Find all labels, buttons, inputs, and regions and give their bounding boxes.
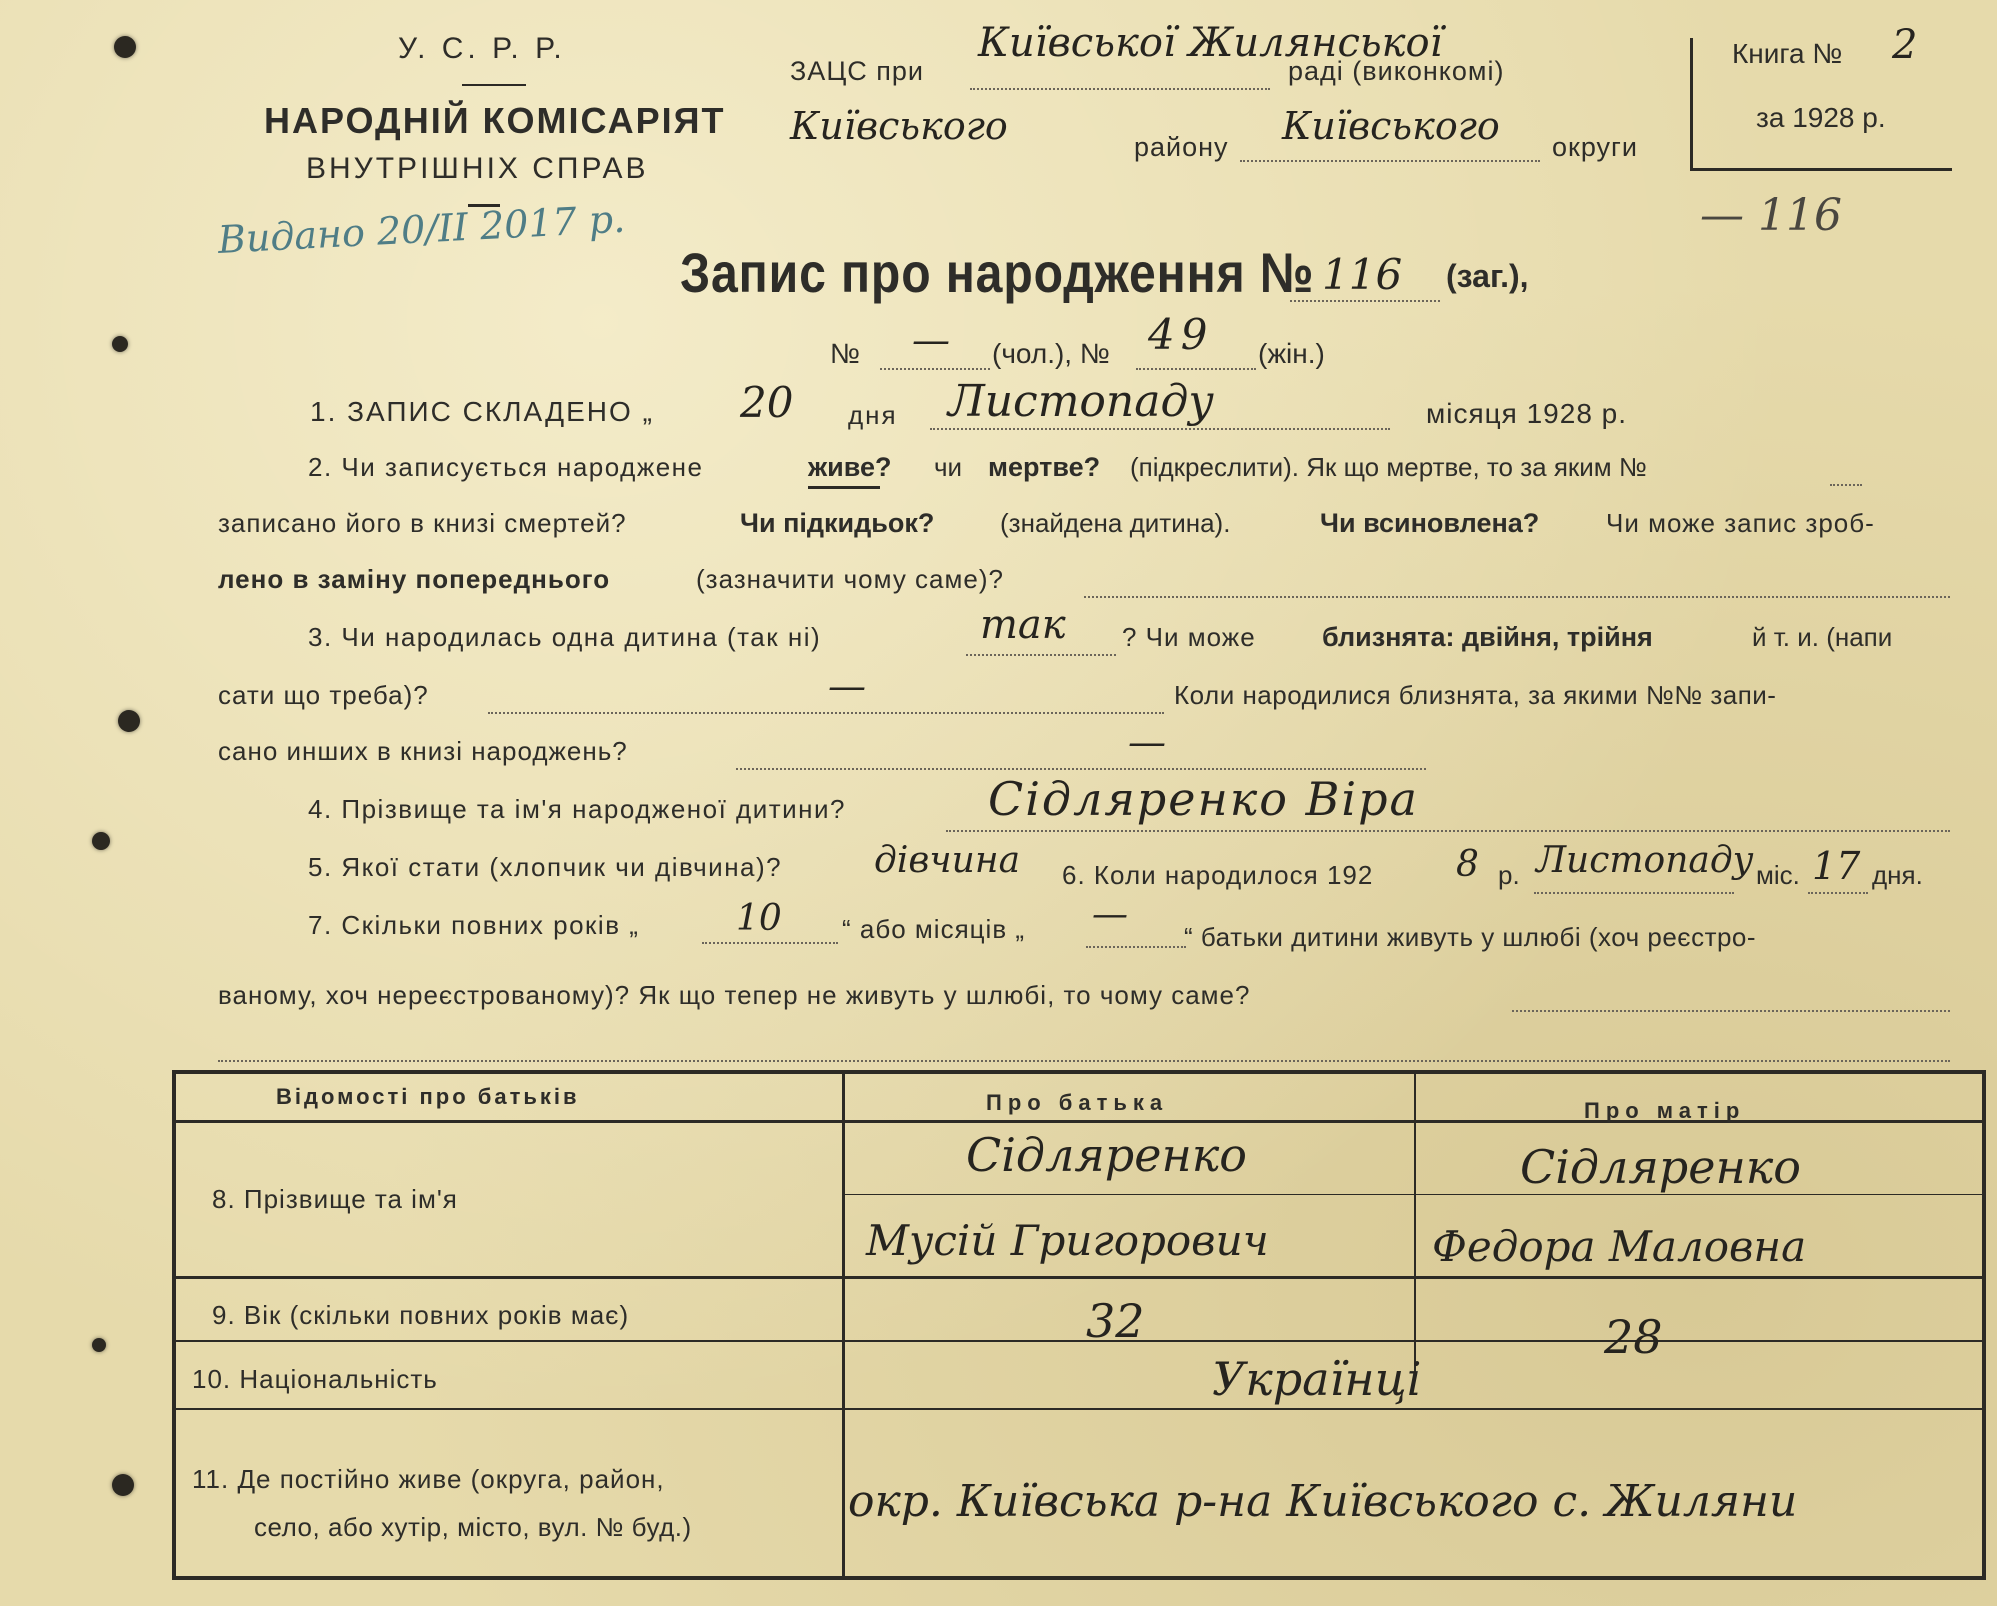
q2-line2-b: (знайдена дитина). bbox=[1000, 508, 1231, 538]
q5-answer: дівчина bbox=[874, 840, 1021, 881]
q2-dead: мертве? bbox=[988, 452, 1101, 482]
q2-line3-dots bbox=[1084, 596, 1950, 598]
q2-line1-dots bbox=[1830, 484, 1862, 486]
title-suffix: (заг.), bbox=[1446, 258, 1529, 294]
table-header-father: Про батька bbox=[986, 1090, 1169, 1115]
ussr-label: У. С. Р. Р. bbox=[398, 32, 566, 65]
q7-line2: ваному, хоч нереєстрованому)? Як що тепер не живуть у шлюбі, то чому саме? bbox=[218, 980, 1251, 1010]
table-right bbox=[1982, 1070, 1986, 1580]
q4-label: 4. Прізвище та ім'я народженої дитини? bbox=[308, 794, 847, 824]
row11-label: 11. Де постійно живе (округа, район, bbox=[192, 1464, 665, 1494]
okruha-handwritten: Київського bbox=[1282, 104, 1500, 148]
q3-line1-b: ? Чи може bbox=[1122, 622, 1256, 652]
record-number: 116 bbox=[1322, 250, 1403, 299]
okruha-line bbox=[1240, 160, 1540, 162]
raion-handwritten: Київського bbox=[790, 104, 1008, 148]
q4-line bbox=[946, 830, 1950, 832]
table-left bbox=[172, 1070, 176, 1580]
punch-hole bbox=[112, 336, 128, 352]
q5-label: 5. Якої стати (хлопчик чи дівчина)? bbox=[308, 852, 783, 882]
female-number: 49 bbox=[1148, 310, 1214, 359]
q3-dash1: — bbox=[828, 664, 866, 708]
q6-day: 17 bbox=[1812, 844, 1861, 888]
q2-line3-a: лено в заміну попереднього bbox=[218, 564, 611, 594]
punch-hole bbox=[114, 36, 136, 58]
row10-nationality: Українці bbox=[1212, 1352, 1422, 1406]
female-label: (жін.) bbox=[1258, 338, 1325, 369]
table-top bbox=[172, 1070, 1986, 1074]
female-no-line bbox=[1136, 368, 1256, 370]
row8-father-surname: Сідляренко bbox=[966, 1128, 1247, 1182]
table-row-divider bbox=[172, 1276, 1986, 1279]
q2-foundling: Чи підкидьок? bbox=[740, 508, 935, 538]
table-col-divider bbox=[842, 1070, 845, 1578]
table-header-info: Відомості про батьків bbox=[276, 1084, 580, 1109]
q6-label: 6. Коли народилося 192 bbox=[1062, 860, 1374, 890]
table-header-mother: Про матір bbox=[1584, 1098, 1746, 1123]
q7-line3-dots bbox=[218, 1060, 1950, 1062]
q7-line2-dots bbox=[1512, 1010, 1950, 1012]
q3-line2-a: сати що треба)? bbox=[218, 680, 429, 710]
q2-or: чи bbox=[934, 452, 963, 482]
table-row-divider bbox=[172, 1340, 1986, 1342]
row8-label: 8. Прізвище та ім'я bbox=[212, 1184, 458, 1214]
q7-years: 10 bbox=[736, 898, 782, 939]
q1-day: 20 bbox=[740, 378, 794, 427]
q6-r: р. bbox=[1498, 860, 1520, 890]
row11-address: окр. Київська р-на Київського с. Жиляни bbox=[848, 1476, 1798, 1527]
q1-day-label: дня bbox=[848, 400, 898, 430]
q2-line2-c: Чи може запис зроб- bbox=[1606, 508, 1875, 538]
q7-or: “ або місяців „ bbox=[842, 914, 1026, 944]
commissariat-title: НАРОДНІЙ КОМІСАРІЯТ bbox=[264, 100, 726, 141]
book-label: Книга № bbox=[1732, 38, 1843, 69]
raion-label: району bbox=[1134, 132, 1229, 162]
punch-hole bbox=[92, 832, 110, 850]
no-label: № bbox=[830, 338, 861, 369]
row8-father-name: Мусій Григорович bbox=[866, 1216, 1269, 1265]
q1-month: Листопаду bbox=[948, 376, 1214, 427]
punch-hole bbox=[112, 1474, 134, 1496]
table-row-divider bbox=[842, 1194, 1986, 1195]
q2-adopted: Чи всиновлена? bbox=[1320, 508, 1540, 538]
punch-hole bbox=[118, 710, 140, 732]
row9-label: 9. Вік (скільки повних років має) bbox=[212, 1300, 630, 1330]
margin-number: — 116 bbox=[1700, 190, 1842, 241]
q6-day-line bbox=[1808, 892, 1868, 894]
q3-line3-a: сано инших в книзі народжень? bbox=[218, 736, 628, 766]
q2-line2-a: записано його в книзі смертей? bbox=[218, 508, 627, 538]
q2-line3-b: (зазначити чому саме)? bbox=[696, 564, 1004, 594]
record-title: Запис про народження № bbox=[680, 241, 1315, 304]
internal-affairs-label: ВНУТРІШНІХ СПРАВ bbox=[306, 152, 649, 185]
q3-line1-c: й т. и. (напи bbox=[1752, 622, 1893, 652]
q6-mis: міс. bbox=[1756, 860, 1800, 890]
book-year: за 1928 р. bbox=[1756, 102, 1886, 133]
issued-note: Видано 20/ІІ 2017 р. bbox=[216, 196, 627, 262]
q4-answer: Сідляренко Віра bbox=[988, 772, 1419, 826]
book-number: 2 bbox=[1892, 22, 1918, 68]
q3-line1-a: 3. Чи народилась одна дитина (так ні) bbox=[308, 622, 822, 652]
q6-month-line bbox=[1534, 892, 1734, 894]
table-col-divider bbox=[1414, 1070, 1416, 1378]
q3-dash2: — bbox=[1128, 720, 1166, 764]
row8-mother-surname: Сідляренко bbox=[1520, 1140, 1801, 1194]
q7-months-line bbox=[1086, 946, 1186, 948]
q3-line2-dots bbox=[488, 712, 1164, 714]
zags-handwritten: Київської Жилянської bbox=[978, 20, 1443, 66]
q7-months: — bbox=[1092, 894, 1128, 935]
q7-text-a: “ батьки дитини живуть у шлюбі (хоч реєстро- bbox=[1184, 922, 1757, 952]
q2-line1-a: 2. Чи записується народжене bbox=[308, 452, 704, 482]
okruha-label: округи bbox=[1552, 132, 1638, 162]
zags-prefix: ЗАЦС при bbox=[790, 56, 925, 86]
q7-years-line bbox=[702, 942, 838, 944]
q1-label: 1. ЗАПИС СКЛАДЕНО „ bbox=[310, 396, 654, 427]
book-box-bottom bbox=[1690, 168, 1952, 171]
male-no-line bbox=[880, 368, 990, 370]
alive-underline bbox=[808, 486, 880, 489]
q6-year-digit: 8 bbox=[1456, 844, 1479, 885]
book-box-left bbox=[1690, 38, 1693, 170]
q6-month: Листопаду bbox=[1536, 840, 1754, 881]
q3-answer-line bbox=[966, 654, 1116, 656]
row9-mother-age: 28 bbox=[1604, 1310, 1663, 1364]
q3-twins: близнята: двійня, трійня bbox=[1322, 622, 1653, 652]
table-bottom bbox=[172, 1576, 1986, 1580]
q7-label: 7. Скільки повних років „ bbox=[308, 910, 640, 940]
punch-hole bbox=[92, 1338, 106, 1352]
q1-month-line bbox=[930, 428, 1390, 430]
zags-line bbox=[970, 88, 1270, 90]
q3-line2-b: Коли народилися близнята, за якими №№ запи- bbox=[1174, 680, 1777, 710]
row11-label-2: село, або хутір, місто, вул. № буд.) bbox=[254, 1512, 692, 1542]
title-number-line bbox=[1290, 300, 1440, 302]
male-number: — bbox=[912, 318, 950, 362]
male-label: (чол.), № bbox=[992, 338, 1110, 369]
divider bbox=[462, 84, 526, 86]
q3-line3-dots bbox=[736, 768, 1426, 770]
row9-father-age: 32 bbox=[1086, 1294, 1145, 1348]
q2-line1-b: (підкреслити). Як що мертве, то за яким № bbox=[1130, 452, 1647, 482]
row10-label: 10. Національність bbox=[192, 1364, 438, 1394]
q3-answer: так bbox=[980, 602, 1066, 648]
q6-dnia: дня. bbox=[1872, 860, 1923, 890]
q1-suffix: місяця 1928 р. bbox=[1426, 398, 1628, 429]
q2-alive: живе? bbox=[808, 452, 892, 482]
zags-suffix: раді (виконкомі) bbox=[1288, 56, 1505, 86]
row8-mother-name: Федора Маловна bbox=[1432, 1222, 1807, 1271]
table-row-divider bbox=[172, 1408, 1986, 1410]
